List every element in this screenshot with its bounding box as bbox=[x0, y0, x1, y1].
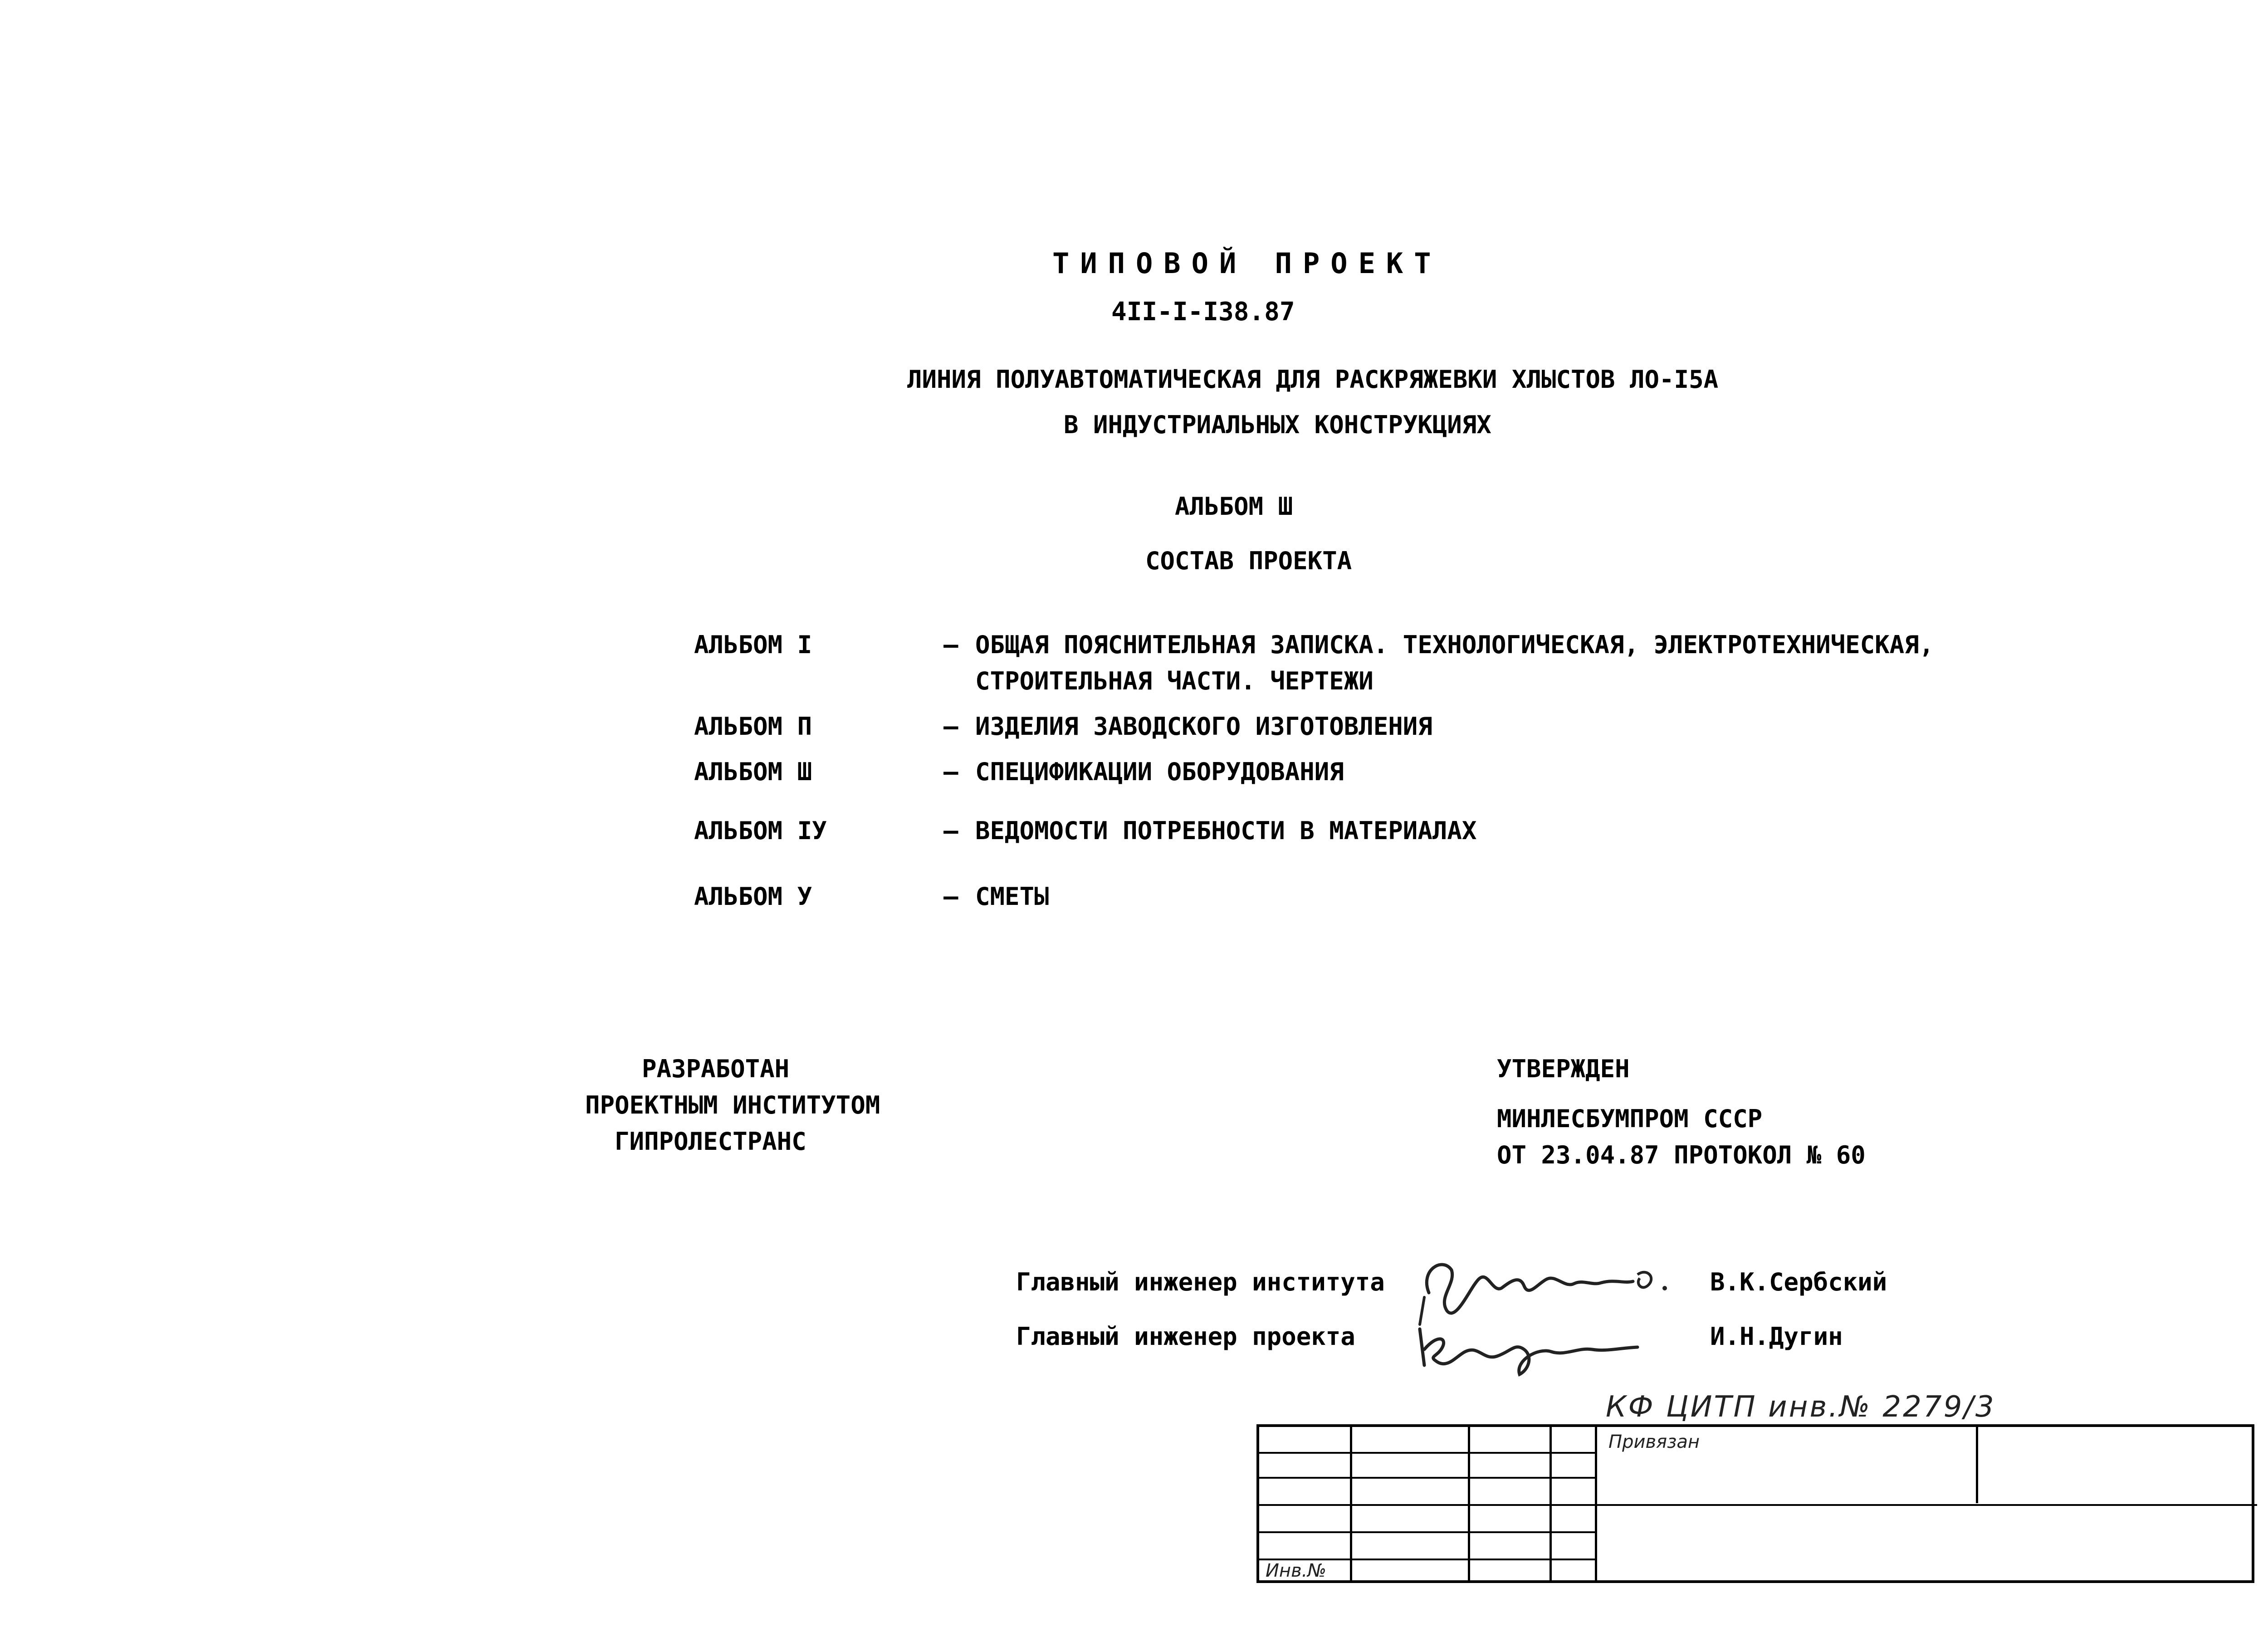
album-label: АЛЬБОМ П bbox=[694, 712, 812, 741]
signature-image bbox=[1411, 1306, 1647, 1383]
album-description-line: ИЗДЕЛИЯ ЗАВОДСКОГО ИЗГОТОВЛЕНИЯ bbox=[975, 712, 1432, 741]
project-title-line2: В ИНДУСТРИАЛЬНЫХ КОНСТРУКЦИЯХ bbox=[1064, 410, 1491, 439]
dash-separator: – bbox=[943, 712, 958, 741]
album-label: АЛЬБОМ I bbox=[694, 630, 812, 659]
approved-label: УТВЕРЖДЕН bbox=[1497, 1055, 1630, 1083]
approved-ministry: МИНЛЕСБУМПРОМ СССР bbox=[1497, 1104, 1763, 1133]
album-description-line: ОБЩАЯ ПОЯСНИТЕЛЬНАЯ ЗАПИСКА. ТЕХНОЛОГИЧЕСКАЯ, ЭЛЕКТРОТЕХНИЧЕСКАЯ, bbox=[975, 630, 1934, 659]
album-label: АЛЬБОМ У bbox=[694, 882, 812, 911]
signature-role: Главный инженер проекта bbox=[1016, 1322, 1355, 1351]
dash-separator: – bbox=[943, 630, 958, 659]
signature-name: И.Н.Дугин bbox=[1710, 1322, 1843, 1351]
album-description-line: ВЕДОМОСТИ ПОТРЕБНОСТИ В МАТЕРИАЛАХ bbox=[975, 816, 1477, 845]
dash-separator: – bbox=[943, 816, 958, 845]
signature-role: Главный инженер института bbox=[1016, 1268, 1385, 1296]
album-heading: АЛЬБОМ Ш bbox=[1175, 492, 1293, 521]
bound-label: Привязан bbox=[1608, 1432, 1700, 1452]
inventory-number-label: Инв.№ bbox=[1266, 1560, 1326, 1581]
album-description-line: СПЕЦИФИКАЦИИ ОБОРУДОВАНИЯ bbox=[975, 757, 1344, 786]
project-number: 4II-I-I38.87 bbox=[1111, 297, 1295, 327]
album-description-line: СТРОИТЕЛЬНАЯ ЧАСТИ. ЧЕРТЕЖИ bbox=[975, 667, 1374, 695]
title-block-stamp bbox=[1256, 1424, 2254, 1583]
developed-institute-line: ПРОЕКТНЫМ ИНСТИТУТОМ bbox=[585, 1091, 880, 1119]
project-title-line1: ЛИНИЯ ПОЛУАВТОМАТИЧЕСКАЯ ДЛЯ РАСКРЯЖЕВКИ ХЛЫСТОВ ЛО-I5А bbox=[907, 365, 1719, 394]
composition-title: СОСТАВ ПРОЕКТА bbox=[1145, 547, 1352, 575]
inventory-note: КФ ЦИТП инв.№ 2279/3 bbox=[1606, 1390, 1996, 1424]
developed-label: РАЗРАБОТАН bbox=[642, 1055, 790, 1083]
album-label: АЛЬБОМ IУ bbox=[694, 816, 827, 845]
developed-institute-name: ГИПРОЛЕСТРАНС bbox=[615, 1127, 807, 1156]
project-type-heading: ТИПОВОЙ ПРОЕКТ bbox=[1052, 247, 1442, 280]
album-label: АЛЬБОМ Ш bbox=[694, 757, 812, 786]
dash-separator: – bbox=[943, 882, 958, 911]
signature-name: В.К.Сербский bbox=[1710, 1268, 1887, 1296]
approved-protocol: ОТ 23.04.87 ПРОТОКОЛ № 60 bbox=[1497, 1141, 1866, 1169]
album-description-line: СМЕТЫ bbox=[975, 882, 1049, 911]
dash-separator: – bbox=[943, 757, 958, 786]
